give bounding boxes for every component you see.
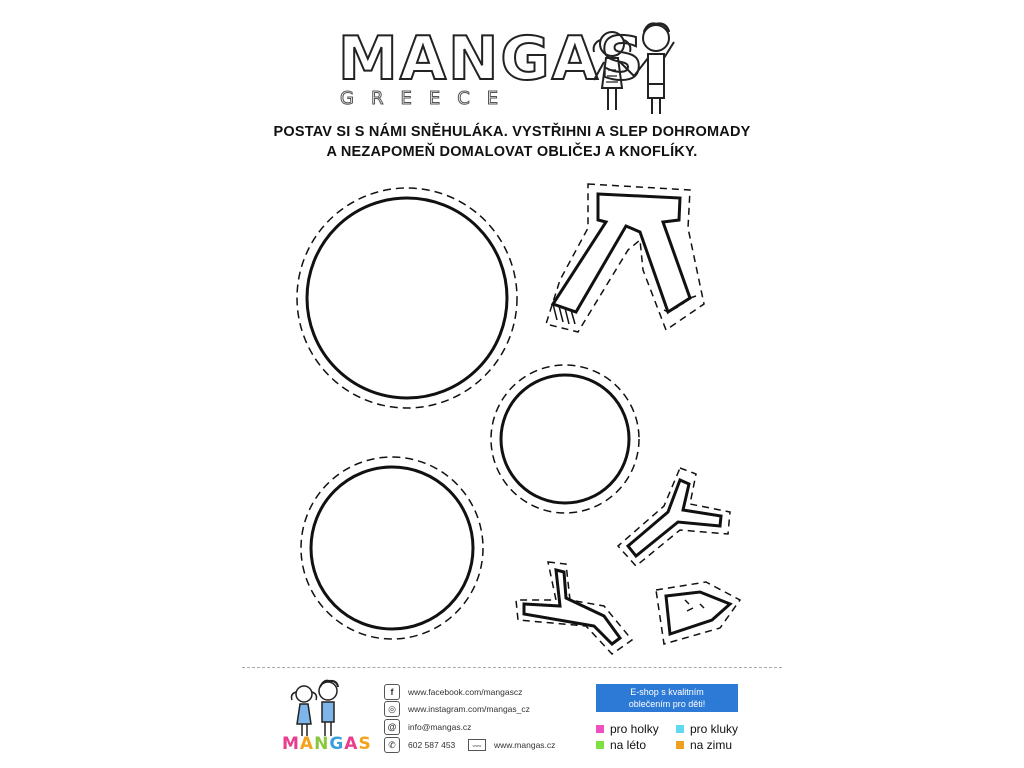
orange-swatch-icon: [676, 741, 684, 749]
scarf: [546, 184, 704, 332]
right-arm: [618, 468, 730, 566]
category-girls-label: pro holky: [610, 722, 659, 736]
carrot-nose: [656, 582, 740, 644]
email-icon: @: [384, 719, 400, 735]
category-boys[interactable]: [676, 722, 738, 736]
category-boys-label: pro kluky: [690, 722, 739, 736]
phone-icon: ✆: [384, 737, 400, 753]
eshop-line-2: oblečením pro děti!: [628, 699, 706, 709]
category-summer-label: na léto: [610, 738, 647, 752]
eshop-line-1: E-shop s kvalitním: [630, 687, 704, 697]
pink-swatch-icon: [596, 725, 604, 733]
instruction-line-2: A NEZAPOMEŇ DOMALOVAT OBLIČEJ A KNOFLÍKY.: [326, 144, 698, 160]
facebook-url: www.facebook.com/mangascz: [408, 687, 523, 697]
brand-logo-subtitle: GREECE: [340, 88, 516, 109]
facebook-link[interactable]: [384, 684, 522, 700]
small-circle: [491, 365, 639, 513]
category-winter[interactable]: [676, 738, 732, 752]
phone-contact: [384, 737, 455, 753]
email-address: info@mangas.cz: [408, 722, 472, 732]
email-link[interactable]: [384, 719, 471, 735]
footer-divider: [242, 667, 782, 668]
instagram-link[interactable]: [384, 701, 530, 717]
footer-brand-text: MANGAS: [282, 734, 372, 754]
cyan-swatch-icon: [676, 725, 684, 733]
green-swatch-icon: [596, 741, 604, 749]
instagram-url: www.instagram.com/mangas_cz: [408, 704, 530, 714]
left-arm: [516, 562, 632, 654]
globe-icon: www: [468, 739, 486, 751]
website-url: www.mangas.cz: [494, 740, 556, 750]
eshop-banner[interactable]: [596, 684, 738, 712]
facebook-icon: f: [384, 684, 400, 700]
large-circle: [297, 188, 517, 408]
brand-logo-text: MANGAS: [338, 24, 646, 94]
category-girls[interactable]: [596, 722, 659, 736]
instagram-icon: ◎: [384, 701, 400, 717]
category-summer[interactable]: [596, 738, 646, 752]
phone-number: 602 587 453: [408, 740, 456, 750]
category-winter-label: na zimu: [690, 738, 733, 752]
instruction-line-1: POSTAV SI S NÁMI SNĚHULÁKA. VYSTŘIHNI A SLEP DOHROMADY: [273, 124, 751, 140]
website-link[interactable]: [468, 739, 555, 751]
medium-circle: [301, 457, 483, 639]
